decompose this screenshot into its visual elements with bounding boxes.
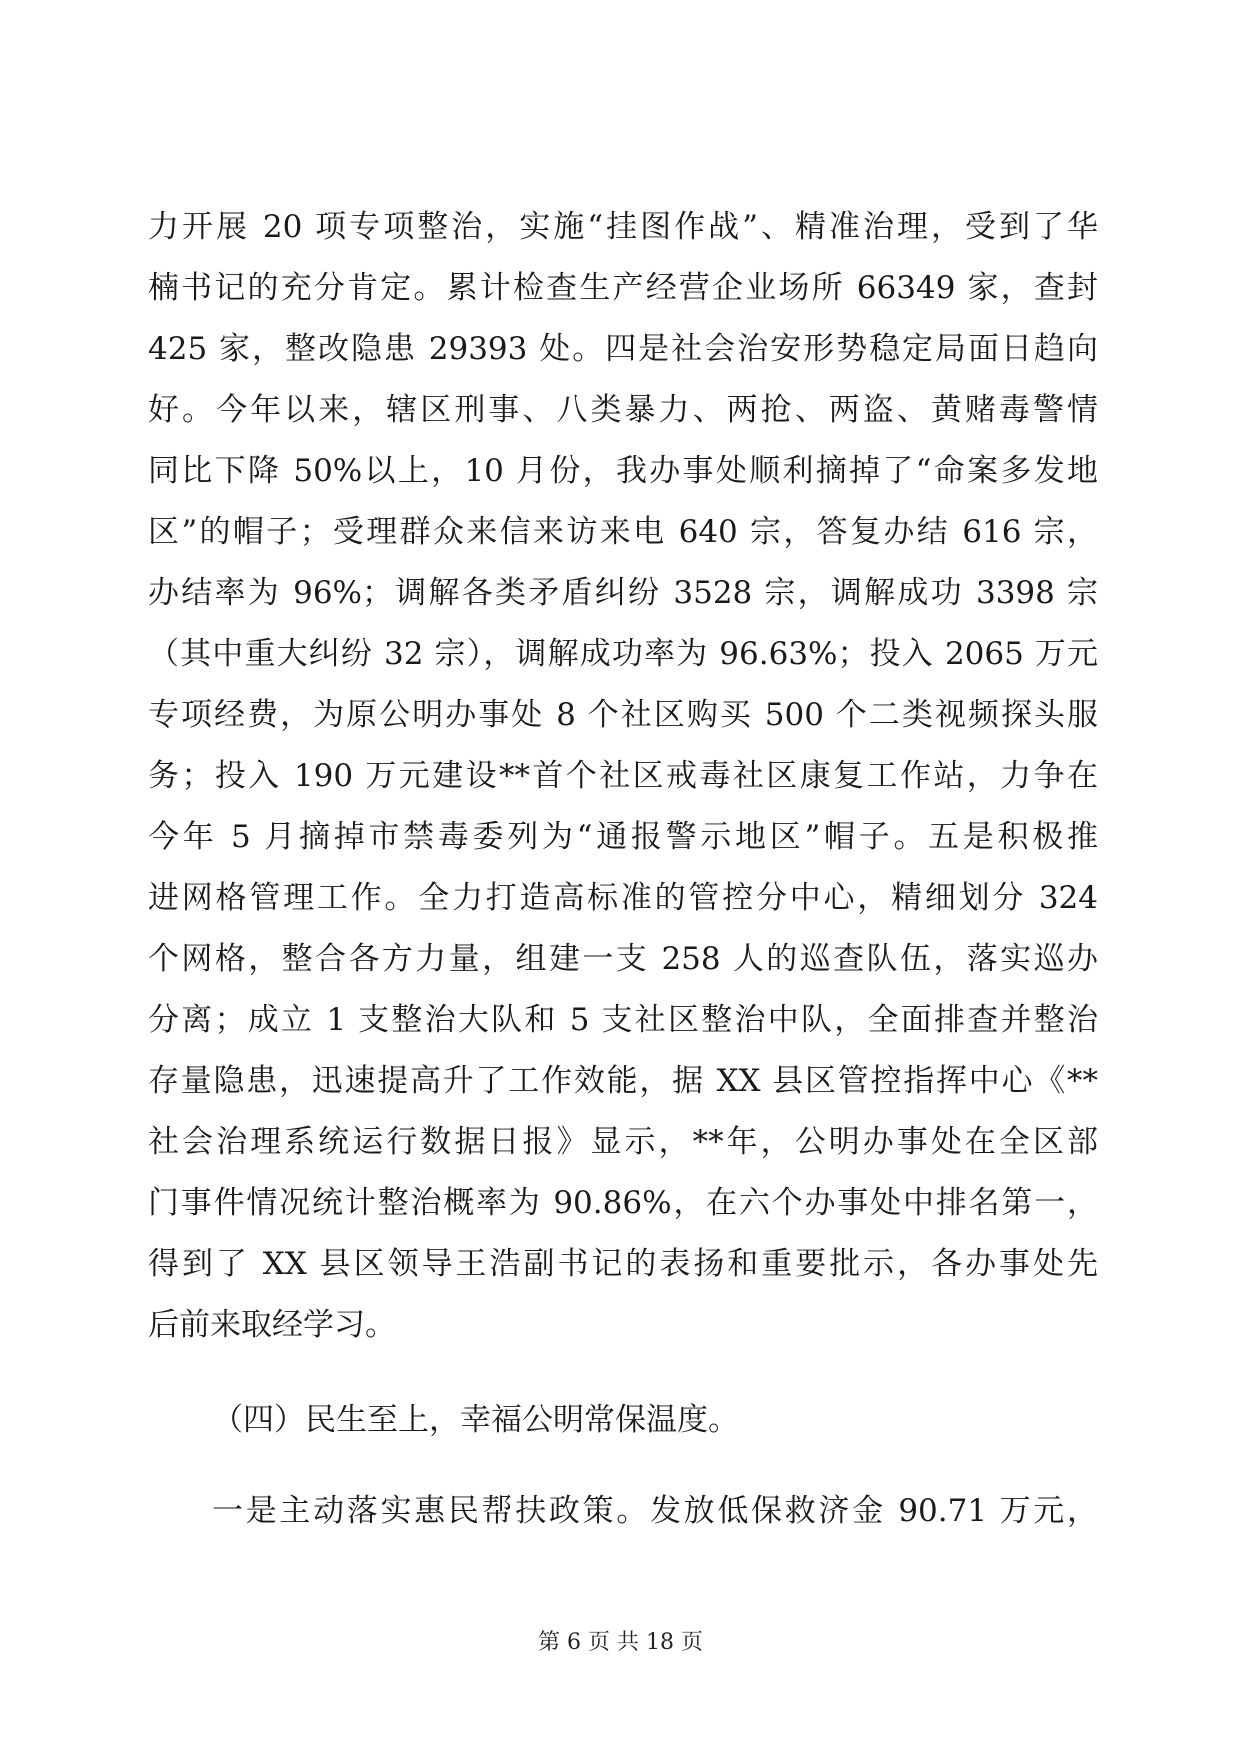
- text-line: 一是主动落实惠民帮扶政策。发放低保救济金 90.71 万元，: [212, 1493, 1098, 1529]
- text-line: 楠书记的充分肯定。累计检查生产经营企业场所 66349 家，查封: [148, 270, 1098, 306]
- page-footer: [0, 1628, 1241, 1658]
- text-line: 存量隐患，迅速提高升了工作效能，据 XX 县区管控指挥中心《**: [148, 1063, 1098, 1099]
- text-line: 办结率为 96%；调解各类矛盾纠纷 3528 宗，调解成功 3398 宗: [148, 575, 1098, 611]
- text-line: 分离；成立 1 支整治大队和 5 支社区整治中队，全面排查并整治: [148, 1002, 1098, 1038]
- text-line: 务；投入 190 万元建设**首个社区戒毒社区康复工作站，力争在: [148, 758, 1098, 794]
- text-line: 进网格管理工作。全力打造高标准的管控分中心，精细划分 324: [148, 880, 1098, 916]
- text-line: （其中重大纠纷 32 宗），调解成功率为 96.63%；投入 2065 万元: [148, 636, 1098, 672]
- text-line: 今年 5 月摘掉市禁毒委列为“通报警示地区”帽子。五是积极推: [148, 819, 1098, 855]
- section-heading: （四）民生至上，幸福公明常保温度。: [212, 1402, 739, 1438]
- text-line: 门事件情况统计整治概率为 90.86%，在六个办事处中排名第一，: [148, 1185, 1098, 1221]
- text-line: 后前来取经学习。: [148, 1307, 396, 1343]
- text-line: 个网格，整合各方力量，组建一支 258 人的巡查队伍，落实巡办: [148, 941, 1098, 977]
- text-line: 425 家，整改隐患 29393 处。四是社会治安形势稳定局面日趋向: [148, 331, 1098, 367]
- text-line: 社会治理系统运行数据日报》显示，**年，公明办事处在全区部: [148, 1124, 1098, 1160]
- text-line: 力开展 20 项专项整治，实施“挂图作战”、精准治理，受到了华: [148, 209, 1098, 245]
- text-line: 好。今年以来，辖区刑事、八类暴力、两抢、两盗、黄赌毒警情: [148, 392, 1098, 428]
- text-line: 得到了 XX 县区领导王浩副书记的表扬和重要批示，各办事处先: [148, 1246, 1098, 1282]
- text-line: 同比下降 50%以上，10 月份，我办事处顺利摘掉了“命案多发地: [148, 453, 1098, 489]
- page-number: 第 6 页 共 18 页: [538, 1630, 703, 1655]
- text-line: 区”的帽子；受理群众来信来访来电 640 宗，答复办结 616 宗，: [148, 514, 1098, 550]
- text-line: 专项经费，为原公明办事处 8 个社区购买 500 个二类视频探头服: [148, 697, 1098, 733]
